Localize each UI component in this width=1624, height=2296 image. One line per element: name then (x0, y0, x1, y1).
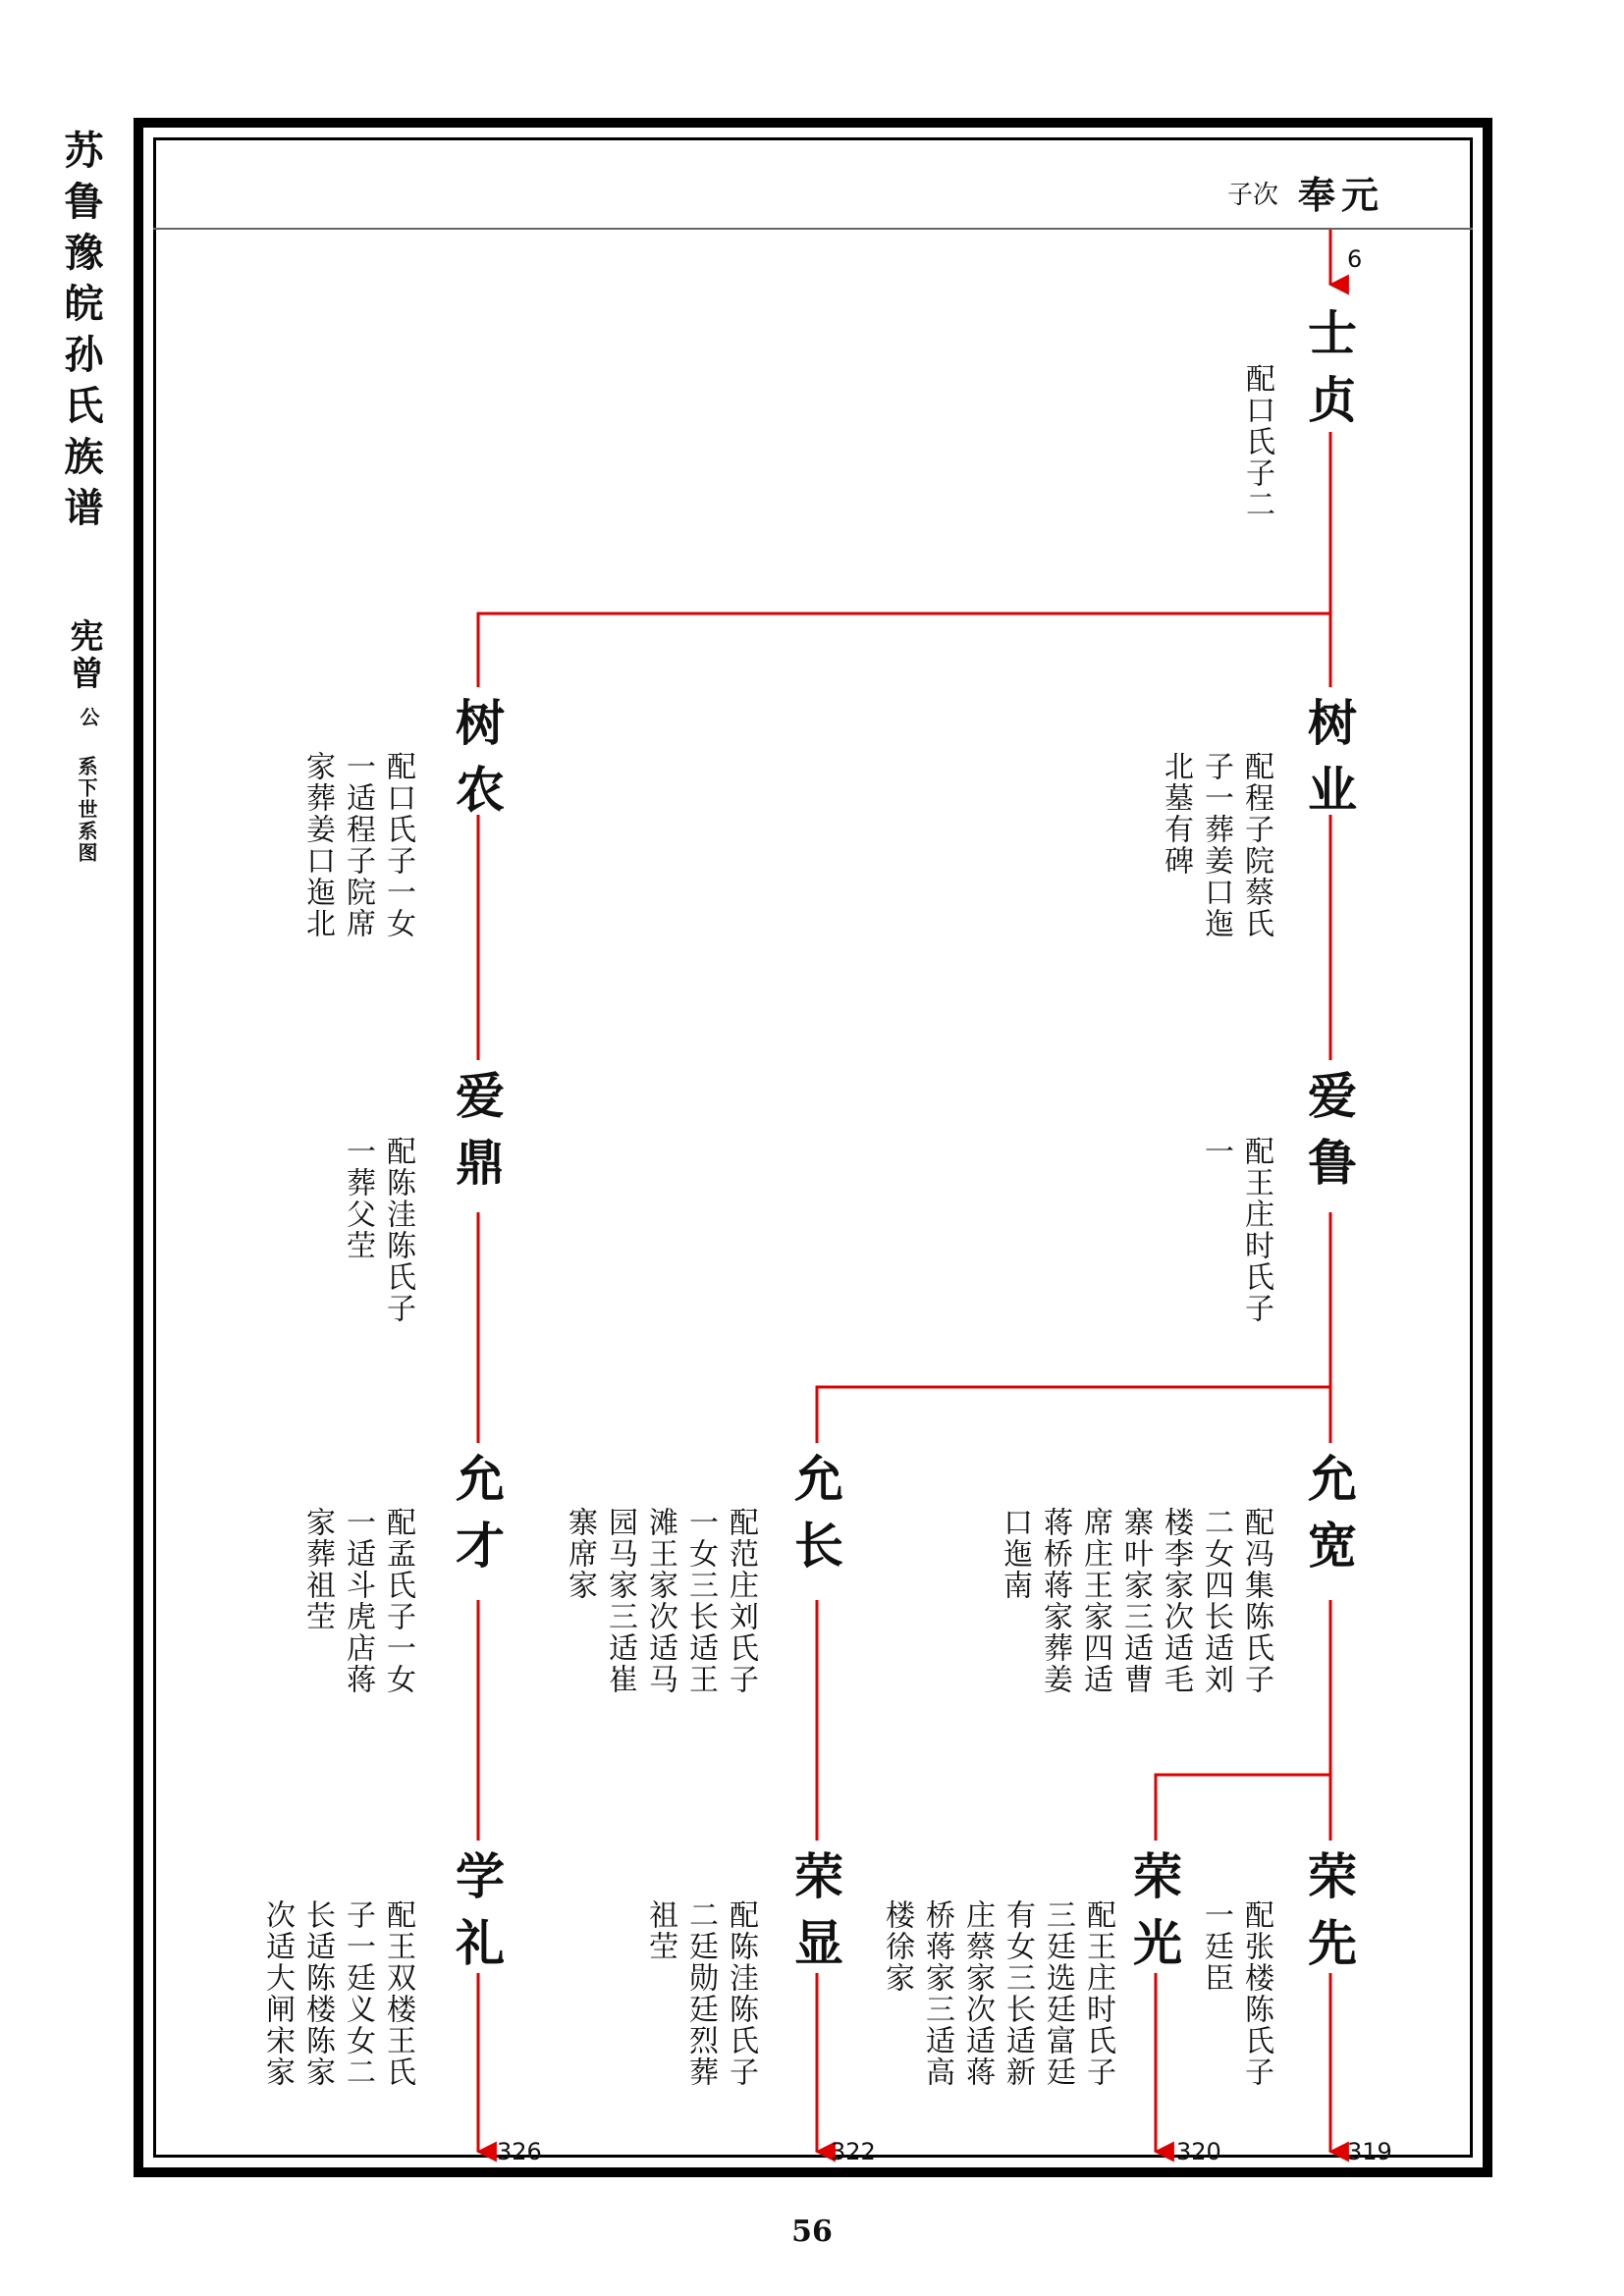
person-name: 允才 (448, 1453, 506, 1586)
person-note (298, 1507, 418, 1695)
note-column: 配范庄刘氏子 (724, 1507, 758, 1695)
person-note (1196, 1136, 1276, 1324)
note-column: 楼徐家 (880, 1899, 914, 1994)
note-column: 滩王家次适马 (643, 1507, 677, 1695)
branch-name: 宪曾 (64, 618, 103, 693)
link-page-rongguang[interactable]: 320 (1176, 2138, 1221, 2165)
note-column: 配王双楼王氏 (381, 1899, 415, 2088)
person-note (1156, 751, 1276, 939)
person-name: 允长 (786, 1453, 844, 1586)
line-shizhen-shunong (478, 614, 1330, 687)
line-ailu-yunchang (817, 1387, 1330, 1443)
branch-gong: 公 (77, 707, 100, 728)
note-column: 一适程子院席 (341, 751, 375, 939)
person-note (640, 1899, 761, 2088)
note-column: 配王庄时氏子 (1081, 1899, 1115, 2088)
header-label: 子次 (1227, 181, 1279, 210)
person-name: 荣显 (786, 1850, 844, 1984)
person-note (995, 1507, 1276, 1695)
note-column: 二女四长适刘 (1199, 1507, 1233, 1695)
note-column: 蒋桥蒋家葬姜 (1038, 1507, 1072, 1695)
person-name: 树业 (1300, 697, 1358, 830)
person-note (257, 1899, 418, 2088)
note-column: 长适陈楼陈家 (300, 1899, 335, 2088)
note-column: 次适大闸宋家 (260, 1899, 295, 2088)
note-column: 配口氏子二 (1240, 363, 1274, 520)
note-column: 家葬祖茔 (300, 1507, 335, 1632)
note-column: 一廷臣 (1199, 1899, 1233, 1994)
book-title: 苏鲁豫皖孙氏族谱 (58, 130, 104, 538)
note-column: 配程子院蔡氏 (1239, 751, 1273, 939)
note-column: 配王庄时氏子 (1239, 1136, 1273, 1324)
person-note (1237, 363, 1277, 520)
note-column: 席庄王家四适 (1078, 1507, 1112, 1695)
person-name: 爱鲁 (1300, 1070, 1358, 1203)
note-column: 配张楼陈氏子 (1239, 1899, 1273, 2088)
note-column: 园马家三适崔 (603, 1507, 637, 1695)
link-page-rongxian2[interactable]: 322 (831, 2138, 876, 2165)
note-column: 一葬父茔 (341, 1136, 375, 1261)
section-title: 系下世系图 (75, 756, 98, 864)
link-page-rongxian[interactable]: 319 (1347, 2138, 1392, 2165)
note-column: 配陈洼陈氏子 (381, 1136, 415, 1324)
note-column: 北墓有碑 (1159, 751, 1193, 877)
note-column: 楼李家次适毛 (1159, 1507, 1193, 1695)
note-column: 配冯集陈氏子 (1239, 1507, 1273, 1695)
note-column: 配口氏子一女 (381, 751, 415, 939)
line-yunkuan-rongguang (1156, 1775, 1330, 1841)
note-column: 二廷勋廷烈葬 (683, 1899, 718, 2088)
person-note (338, 1136, 418, 1324)
person-name: 荣光 (1125, 1850, 1183, 1984)
note-column: 三廷选廷富廷 (1041, 1899, 1075, 2088)
note-column: 祖茔 (643, 1899, 677, 1962)
page-number: 56 (791, 2215, 833, 2249)
person-name: 士贞 (1300, 307, 1358, 441)
person-name: 荣先 (1300, 1850, 1358, 1984)
note-column: 庄蔡家次适蒋 (960, 1899, 995, 2088)
note-column: 有女三长适新 (1001, 1899, 1035, 2088)
person-note (877, 1899, 1118, 2088)
note-column: 口迤南 (998, 1507, 1032, 1601)
note-column: 一女三长适王 (683, 1507, 718, 1695)
note-column: 桥蒋家三适高 (920, 1899, 954, 2088)
link-page-xueli[interactable]: 326 (497, 2138, 542, 2165)
note-column: 家葬姜口迤北 (300, 751, 335, 939)
person-name: 允宽 (1300, 1453, 1358, 1586)
note-column: 子一廷义女二 (341, 1899, 375, 2088)
person-name: 树农 (448, 697, 506, 830)
note-column: 配孟氏子一女 (381, 1507, 415, 1695)
note-column: 一适斗虎店蒋 (341, 1507, 375, 1695)
link-page-top[interactable]: 6 (1347, 245, 1363, 273)
note-column: 寨席家 (563, 1507, 597, 1601)
person-name: 爱鼎 (448, 1070, 506, 1203)
note-column: 一 (1199, 1136, 1233, 1167)
person-name: 学礼 (448, 1850, 506, 1984)
header-name: 奉元 (1298, 173, 1385, 217)
person-note (298, 751, 418, 939)
note-column: 子一葬姜口迤 (1199, 751, 1233, 939)
person-note (560, 1507, 761, 1695)
note-column: 寨叶家三适曹 (1118, 1507, 1153, 1695)
person-note (1196, 1899, 1276, 2088)
note-column: 配陈洼陈氏子 (724, 1899, 758, 2088)
